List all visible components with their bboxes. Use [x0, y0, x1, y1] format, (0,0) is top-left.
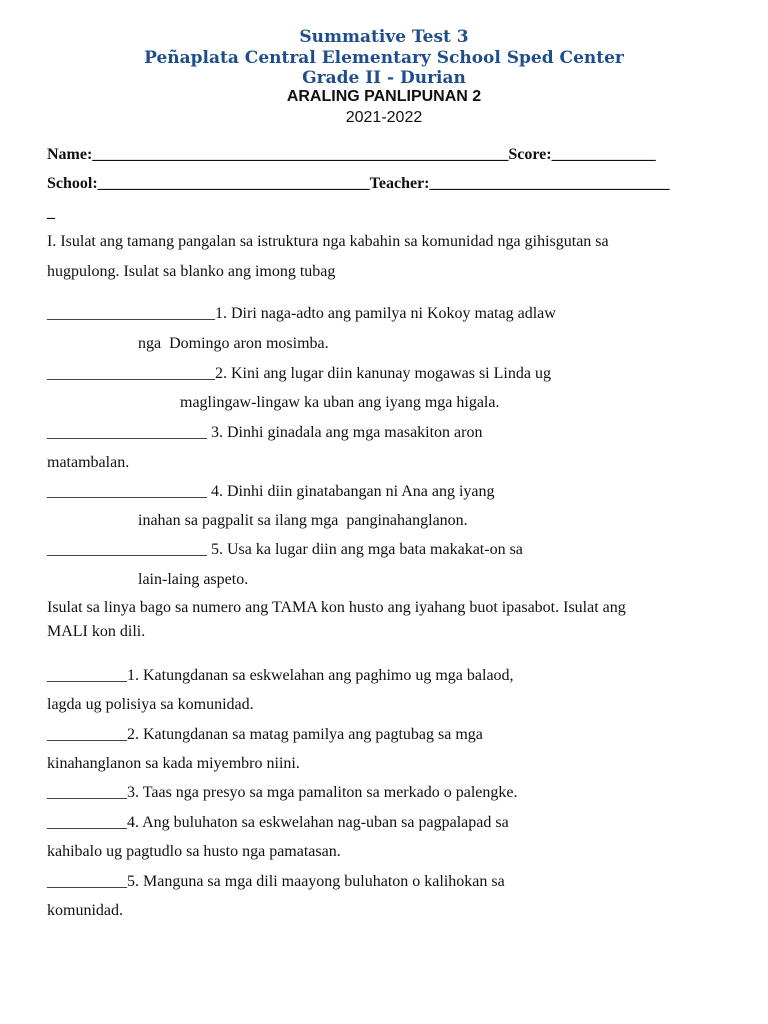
part2-item-4 [47, 813, 509, 833]
part2-item-5-cont: komunidad. [47, 902, 123, 919]
answer-blank[interactable]: __________ [47, 814, 127, 831]
part1-item-3 [47, 423, 482, 443]
part2-item-3 [47, 783, 517, 803]
test-title: Summative Test 3 [299, 27, 469, 47]
item-text: 1. Diri naga-adto ang pamilya ni Kokoy matag adlaw [215, 305, 556, 322]
name-label: Name: [47, 146, 93, 163]
item-text: 1. Katungdanan sa eskwelahan ang paghimo ug mga balaod, [127, 667, 514, 684]
item-text: 2. Kini ang lugar diin kanunay mogawas si Linda ug [215, 365, 551, 382]
part1-item-5-cont: lain-laing aspeto. [138, 571, 249, 588]
answer-blank[interactable]: __________ [47, 873, 127, 890]
item-text: 2. Katungdanan sa matag pamilya ang pagtubag sa mga [127, 726, 483, 743]
answer-blank[interactable]: __________ [47, 784, 127, 801]
grade-title: Grade II - Durian [302, 68, 466, 88]
name-line [47, 145, 656, 165]
part1-item-2-cont: maglingaw-lingaw ka uban ang iyang mga higala. [180, 394, 500, 411]
answer-blank[interactable]: ____________________ [47, 541, 207, 558]
answer-blank[interactable]: ____________________ [47, 424, 207, 441]
teacher-label: Teacher: [369, 175, 430, 192]
subject-title: ARALING PANLIPUNAN 2 [286, 88, 482, 105]
item-text: 4. Ang buluhaton sa eskwelahan nag-uban sa pagpalapad sa [127, 814, 509, 831]
part2-item-1-cont: lagda ug polisiya sa komunidad. [47, 696, 254, 713]
part1-instruction: I. Isulat ang tamang pangalan sa istruktura nga kabahin sa komunidad nga gihisgutan sa [47, 233, 609, 250]
part2-instruction-cont: MALI kon dili. [47, 623, 146, 640]
part2-instruction: Isulat sa linya bago sa numero ang TAMA kon husto ang iyahang buot ipasabot. Isulat ang [47, 599, 626, 616]
item-text: 4. Dinhi diin ginatabangan ni Ana ang iyang [207, 483, 495, 500]
part1-item-4-cont: inahan sa pagpalit sa ilang mga panginahanglanon. [138, 512, 468, 529]
part1-item-1 [47, 304, 556, 324]
part2-item-5 [47, 872, 505, 892]
part1-item-2 [47, 364, 551, 384]
answer-blank[interactable]: __________ [47, 667, 127, 684]
part2-item-2 [47, 725, 483, 745]
score-label: Score: [508, 146, 552, 163]
answer-blank[interactable]: _____________________ [47, 365, 215, 382]
school-title: Peñaplata Central Elementary School Sped Center [144, 48, 624, 68]
answer-blank[interactable]: ____________________ [47, 483, 207, 500]
school-year: 2021-2022 [345, 109, 423, 126]
item-text: 3. Dinhi ginadala ang mga masakiton aron [207, 424, 483, 441]
name-blank[interactable]: ____________________________________________________ [92, 146, 509, 163]
answer-blank[interactable]: __________ [47, 726, 127, 743]
part1-item-1-cont: nga Domingo aron mosimba. [138, 335, 329, 352]
teacher-blank[interactable]: ______________________________ [429, 175, 670, 192]
school-line [47, 174, 670, 194]
part1-item-5 [47, 540, 523, 560]
school-blank[interactable]: __________________________________ [97, 175, 370, 192]
overflow-blank: _ [47, 204, 55, 221]
answer-blank[interactable]: _____________________ [47, 305, 215, 322]
score-blank[interactable]: _____________ [551, 146, 656, 163]
part2-item-4-cont: kahibalo ug pagtudlo sa husto nga pamatasan. [47, 843, 341, 860]
item-text: 5. Manguna sa mga dili maayong buluhaton o kalihokan sa [127, 873, 505, 890]
part2-item-2-cont: kinahanglanon sa kada miyembro niini. [47, 755, 300, 772]
school-label: School: [47, 175, 98, 192]
item-text: 3. Taas nga presyo sa mga pamaliton sa merkado o palengke. [127, 784, 518, 801]
part1-item-3-cont: matambalan. [47, 454, 130, 471]
item-text: 5. Usa ka lugar diin ang mga bata makakat-on sa [207, 541, 523, 558]
part1-item-4 [47, 482, 495, 502]
part2-item-1 [47, 666, 514, 686]
part1-instruction-cont: hugpulong. Isulat sa blanko ang imong tubag [47, 263, 336, 280]
